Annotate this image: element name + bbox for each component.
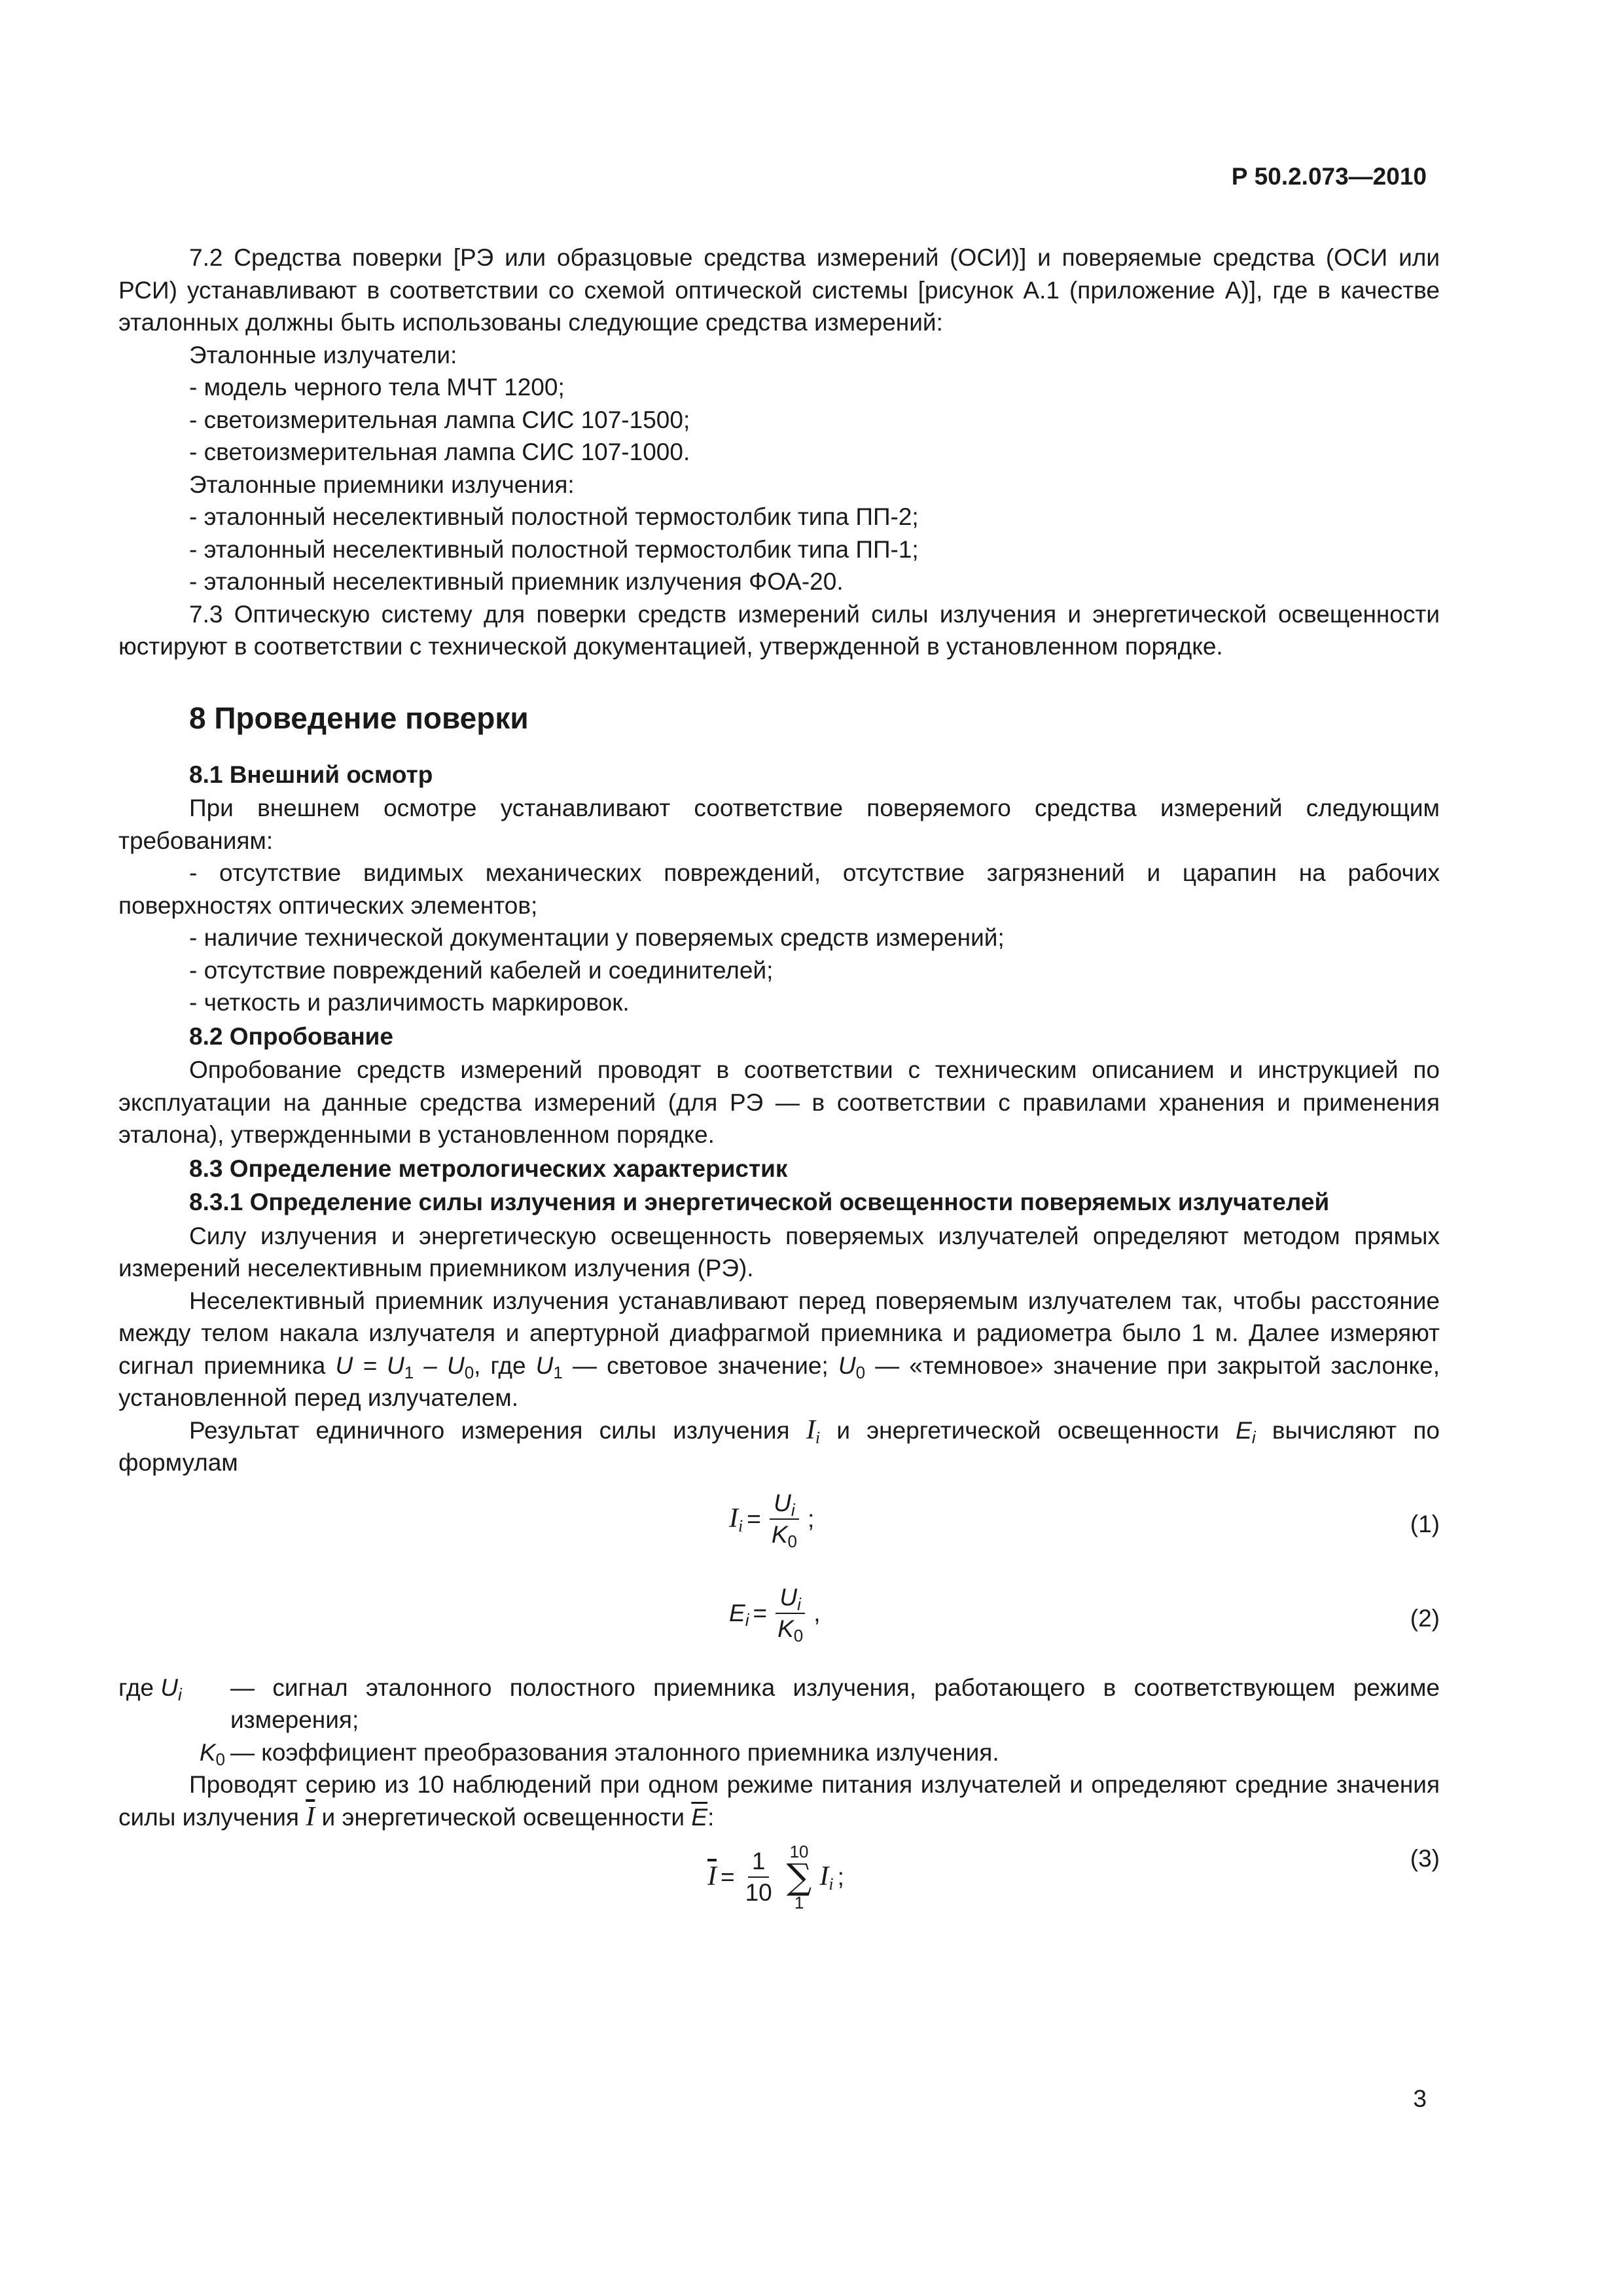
math-u1: $U_1$	[535, 1352, 563, 1382]
receivers-title: Эталонные приемники излучения:	[189, 471, 575, 498]
math-u-equation: $U = U_1 - U_0$	[335, 1352, 474, 1382]
equation-number: (2)	[1410, 1604, 1440, 1632]
paragraph-8-2: Опробование средств измерений проводят в соответствии с техническим описанием и инструкцией по эксплуатации на данные средства измерений (для РЭ — в соответствии с правилами хранения и применения эталона), утвержденными в установленном порядке.	[118, 1056, 1440, 1148]
paragraph-8-3-1-b	[118, 1285, 1440, 1414]
subsection-heading-8-3: 8.3 Определение метрологических характеристик	[189, 1155, 788, 1182]
definition-ui: где $U_i$ — сигнал эталонного полостного приемника излучения, работающего в соответствующем режиме измерения;	[118, 1674, 1440, 1733]
page-content	[118, 242, 1440, 1930]
page-number: 3	[1413, 2085, 1427, 2112]
where-definitions	[118, 1672, 1440, 1769]
formula-3	[118, 1836, 1440, 1928]
list-item: - эталонный неселективный полостной термостолбик типа ПП-1;	[189, 535, 919, 563]
subsection-heading-8-3-1: 8.3.1 Определение силы излучения и энергетической освещенности поверяемых излучателей	[189, 1189, 1330, 1215]
list-item: - светоизмерительная лампа СИС 107-1500;	[189, 406, 690, 433]
list-item: - модель черного тела МЧТ 1200;	[189, 374, 565, 401]
document-code: Р 50.2.073—2010	[1231, 163, 1427, 190]
text-run: — световое значение;	[562, 1352, 838, 1379]
paragraph-7-3: 7.3 Оптическую систему для поверки средств измерений силы излучения и энергетической освещенности юстируют в соответствии с технической документацией, утвержденной в установленном порядке.	[118, 600, 1440, 660]
text-run: Неселективный приемник излучения устанавливают перед поверяемым излучателем так, чтобы расстояние между телом накала излучателя и апертурной диафрагмой приемника и радиометра было 1 м. Далее измеряют сигнал приемника	[118, 1287, 1440, 1379]
math-ei: $E_i$	[1236, 1416, 1256, 1447]
formula-2-expression: $E_i$ = $\frac{U_i}{K_0}$ ,	[729, 1583, 821, 1645]
definition-k0: $K_0$ — коэффициент преобразования эталонного приемника излучения.	[199, 1738, 999, 1769]
text-run: и энергетической освещенности	[820, 1416, 1236, 1444]
formula-3-expression: $\overline{I}$ = $\frac{1}{10}$ 10 ∑ 1 $I_i$ ;	[707, 1842, 844, 1912]
list-item: - эталонный неселективный приемник излучения ФОА-20.	[189, 568, 844, 595]
text-run: , где	[474, 1352, 536, 1379]
paragraph-8-3-1-d	[118, 1768, 1440, 1833]
math-i-mean: $\overline{I}$	[306, 1801, 315, 1832]
formula-1-expression: $I_i$ = $\frac{U_i}{K_0}$ ;	[729, 1489, 815, 1551]
paragraph-8-3-1-a: Силу излучения и энергетическую освещенность поверяемых излучателей определяют методом прямых измерений неселективным приемником излучения (РЭ).	[118, 1222, 1440, 1282]
text-run: и энергетической освещенности	[315, 1803, 692, 1831]
list-item: - отсутствие повреждений кабелей и соединителей;	[189, 956, 774, 984]
formula-2	[118, 1576, 1440, 1668]
list-item: - отсутствие видимых механических повреждений, отсутствие загрязнений и царапин на рабочих поверхностях оптических элементов;	[118, 859, 1440, 919]
text-run: вычисляют по формулам	[118, 1416, 1440, 1476]
list-item: - светоизмерительная лампа СИС 107-1000.	[189, 439, 690, 465]
math-u0: $U_0$	[838, 1352, 866, 1382]
list-item: - эталонный неселективный полостной термостолбик типа ПП-2;	[189, 503, 919, 530]
math-ii: $I_i$	[806, 1414, 821, 1447]
equation-number: (1)	[1410, 1510, 1440, 1537]
emitters-title: Эталонные излучатели:	[189, 341, 457, 368]
paragraph-8-3-1-c	[118, 1414, 1440, 1479]
formula-1	[118, 1482, 1440, 1573]
section-heading-8: 8 Проведение поверки	[189, 700, 529, 735]
subsection-heading-8-1: 8.1 Внешний осмотр	[189, 761, 433, 788]
text-run: — «темновое» значение при закрытой заслонке, установленной перед излучателем.	[118, 1352, 1440, 1411]
paragraph-7-2: 7.2 Средства поверки [РЭ или образцовые средства измерений (ОСИ)] и поверяемые средства (ОСИ или РСИ) устанавливают в соответствии со схемой оптической системы [рисунок А.1 (приложение А)], где в качестве эталонных должны быть использованы следующие средства измерений:	[118, 244, 1440, 336]
equation-number: (3)	[1410, 1845, 1440, 1872]
text-run: Проводят серию из 10 наблюдений при одном режиме питания излучателей и определяют средние значения силы излучения	[118, 1771, 1440, 1831]
text-run: Результат единичного измерения силы излучения	[189, 1416, 806, 1444]
math-e-mean: $\overline{E}$	[691, 1803, 708, 1831]
paragraph-8-1: При внешнем осмотре устанавливают соответствие поверяемого средства измерений следующим требованиям:	[118, 795, 1440, 854]
list-item: - четкость и различимость маркировок.	[189, 989, 630, 1016]
sum-symbol: 10 ∑ 1	[786, 1842, 812, 1912]
subsection-heading-8-2: 8.2 Опробование	[189, 1022, 394, 1050]
text-run: :	[707, 1803, 715, 1831]
list-item: - наличие технической документации у поверяемых средств измерений;	[189, 924, 1005, 951]
